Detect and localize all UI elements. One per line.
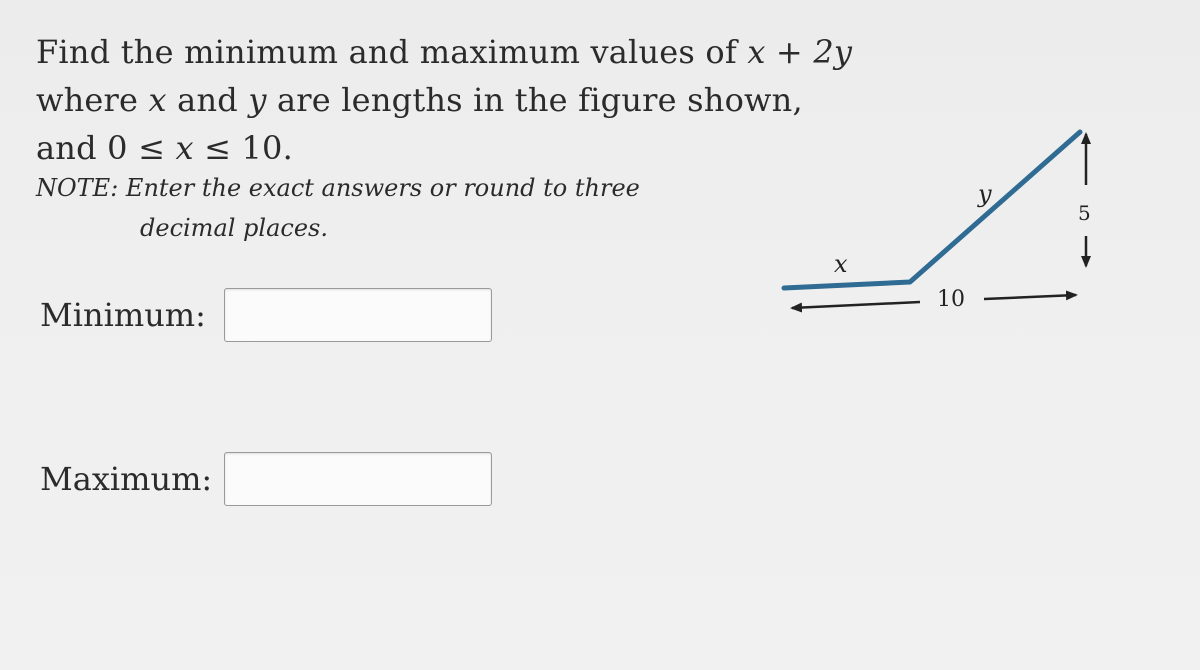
variable-x: x: [148, 81, 167, 119]
figure-y-label: y: [978, 180, 992, 208]
vertical-dimension-label: 5: [1078, 201, 1091, 225]
expression-math: x + 2y: [747, 33, 853, 71]
figure-x-label: x: [834, 250, 848, 278]
geometry-figure: [770, 110, 1130, 330]
horizontal-dimension-right-arrow: [984, 295, 1076, 299]
variable-y: y: [248, 81, 267, 119]
minimum-answer-row: [40, 288, 492, 342]
note-line-2: decimal places.: [140, 214, 328, 242]
horizontal-dimension-label: 10: [937, 287, 965, 312]
question-line-1: [36, 28, 856, 76]
horizontal-dimension-left-arrow: [792, 302, 920, 308]
question-line-1-text: Find the minimum and maximum values of: [36, 33, 748, 71]
note-line-1: NOTE: Enter the exact answers or round to three: [36, 174, 640, 202]
question-line-3: [36, 124, 856, 172]
constraint-variable-x: x: [175, 129, 194, 167]
minimum-input[interactable]: [224, 288, 492, 342]
figure-path: [784, 132, 1080, 288]
constraint-text-a: and 0 ≤: [36, 129, 176, 167]
minimum-label: Minimum:: [40, 296, 206, 334]
maximum-input[interactable]: [224, 452, 492, 506]
constraint-text-b: ≤ 10.: [193, 129, 293, 167]
figure-svg: [770, 110, 1130, 330]
question-line-2: [36, 76, 856, 124]
question-line-2-text-c: are lengths in the figure shown,: [266, 81, 803, 119]
maximum-answer-row: [40, 452, 492, 506]
question-line-2-text-a: where: [36, 81, 149, 119]
question-text: [36, 28, 856, 172]
maximum-label: Maximum:: [40, 460, 213, 498]
question-line-2-text-b: and: [166, 81, 249, 119]
rounding-note: [36, 168, 640, 248]
